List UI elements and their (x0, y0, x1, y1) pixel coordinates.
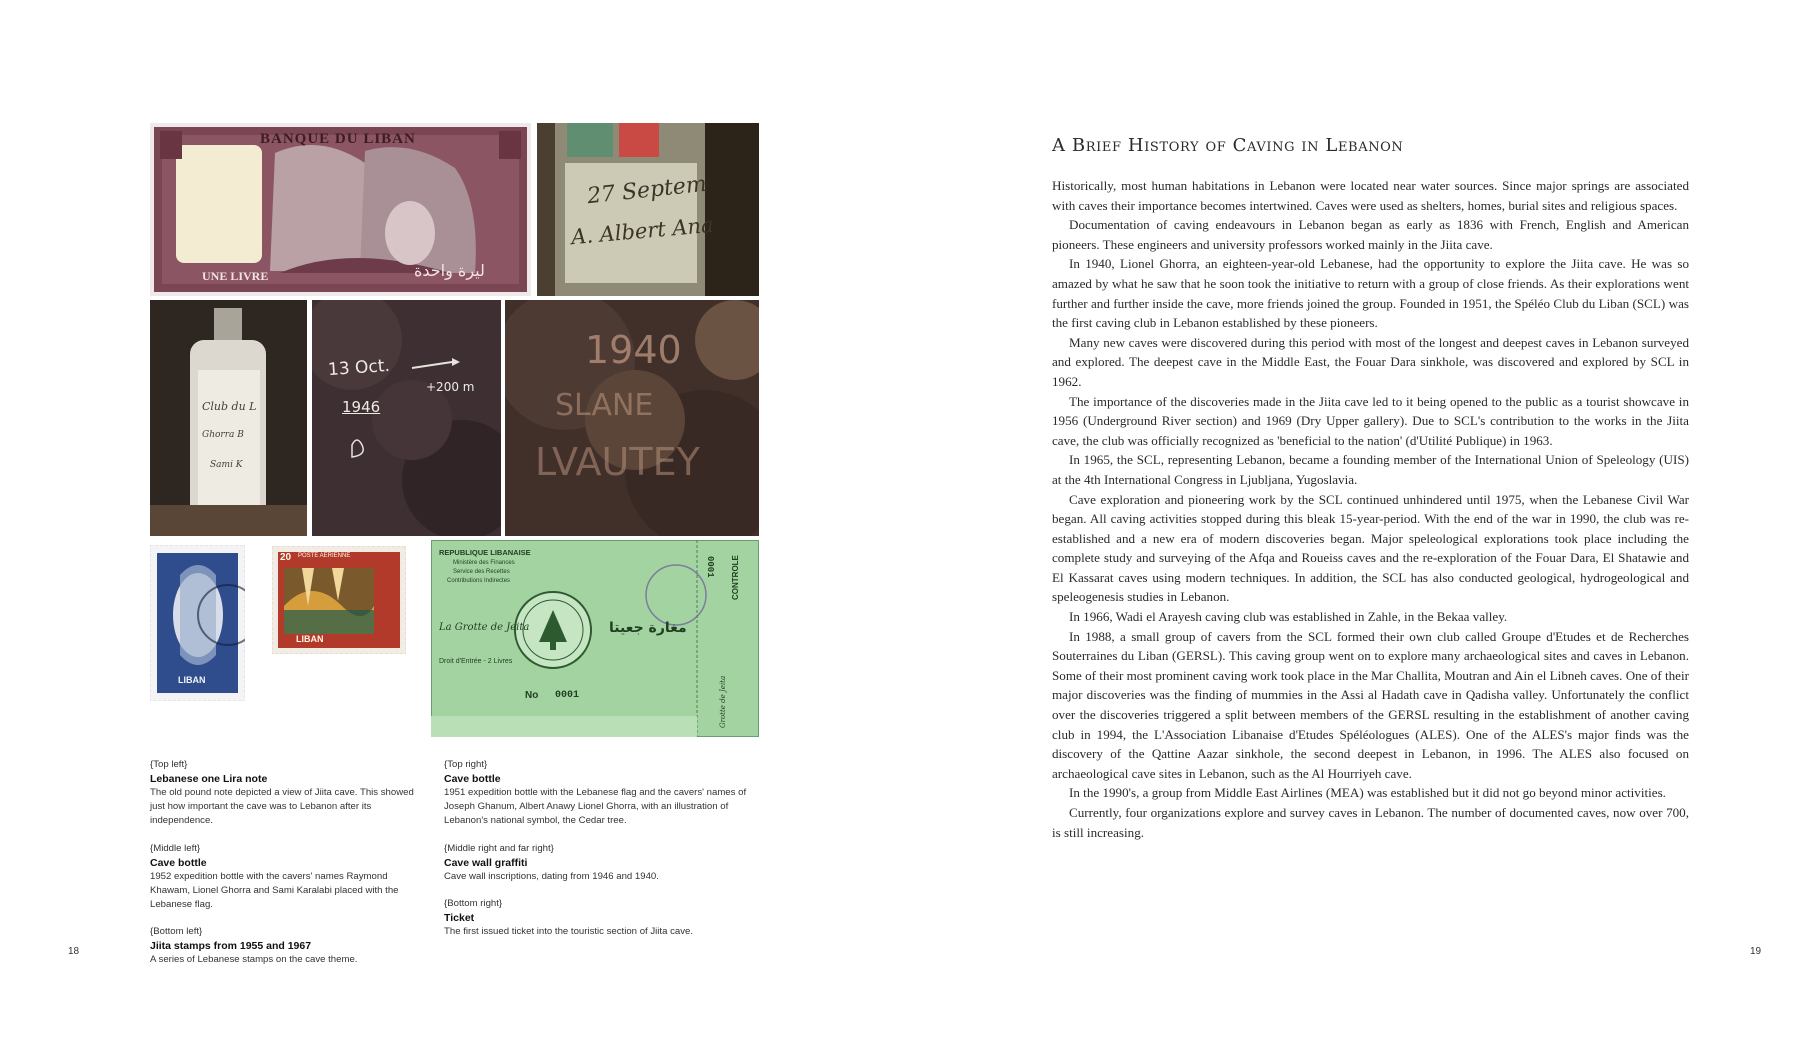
bottle-top-line-2: A. Albert Ana (570, 212, 715, 250)
ticket-number: 0001 (555, 690, 580, 701)
page-number-left: 18 (68, 946, 80, 957)
page-number-right: 19 (1750, 946, 1762, 957)
stamp-photo-icon (272, 546, 406, 654)
bottle-top-photo (537, 123, 759, 296)
graffiti-1-line-2: +200 m (426, 380, 475, 394)
ticket-number-label: No (525, 690, 539, 701)
caption-description: The first issued ticket into the touristic section of Jiita cave. (444, 926, 694, 937)
caption-position: {Middle right and far right} (444, 843, 554, 854)
ticket-stub-grotte: Grotte de Jeita (719, 675, 727, 728)
bottle-mid-line-1: Club du L (202, 400, 257, 413)
caption-description: Cave wall inscriptions, dating from 1946 and 1940. (444, 871, 659, 882)
caption-middle-right (444, 842, 764, 884)
stamp-photo-icon (150, 545, 245, 701)
paragraph: In the 1990's, a group from Middle East Airlines (MEA) was established but it did not go beyond minor activities. (1069, 785, 1666, 801)
bottle-mid-line-2: Ghorra B (202, 430, 244, 440)
paragraph: Cave exploration and pioneering work by the SCL continued unhindered until 1975, when the Lebanese Civil War began. All caving activities stopped during this bleak 15-year-period. With the end of the war in 1990, the club was re-established and a new era of modern discoveries began. Major speleological explorations took place including the complete study and surveying of the Afqa and Roueiss caves and the re-exploration of the Fouar Dara, El Shatawie and El Kassarat caves using modern techniques. In addition, the SCL has also conducted geological, hydrogeological and speleogenesis studies in Lebanon. (1052, 491, 1689, 605)
paragraph: In 1966, Wadi el Arayesh caving club was established in Zahle, in the Bekaa valley. (1069, 609, 1508, 625)
paragraph: Documentation of caving endeavours in Lebanon began as early as 1836 with French, English and American pioneers. These engineers and university professors worked mainly in the Jiita cave. (1052, 217, 1689, 252)
ticket-stub-number: 0001 (705, 556, 715, 578)
paragraph: In 1988, a small group of cavers from the SCL formed their own club called Groupe d'Etudes et de Recherches Souterraines du Liban (GERSL). This caving group went on to explore many archaeological sites and caves in Lebanon. Some of their most prominent caving work took place in the Mar Challita, Moutran and Ain el Libneh caves. One of their major discoveries was the finding of mummies in the Assi al Hadath cave in Qadisha valley. Unfortunately the conflict over the discoveries triggered a split between members of the GERSL resulting in the establishment of another caving club in 1994, the L'Association Libanaise d'Etudes Spéléologues (ALES). One of the ALES's major finds was the discovery of the Qattine Aazar sinkhole, the second deepest in Lebanon, in 1996. The ALES also focused on archaeological cave sites in Lebanon, such as the Al Hourriyeh cave. (1052, 628, 1689, 781)
banknote-value-arabic: ليرة واحدة (414, 261, 485, 280)
caption-title: Cave wall graffiti (444, 857, 528, 869)
paragraph: In 1965, the SCL, representing Lebanon, became a founding member of the International Union of Speleology (UIS) at the 4th International Congress in Ljubljana, Yugoslavia. (1052, 452, 1689, 487)
stamp-1955-photo (150, 545, 245, 701)
paragraph: In 1940, Lionel Ghorra, an eighteen-year-old Lebanese, had the opportunity to explore the Jiita cave. He was so amazed by what he saw that he soon took the initiative to return with a group of close friends. As their explorations went further and further inside the cave, more friends joined the group. Founded in 1951, the Spéléo Club du Liban (SCL) was the first caving club in Lebanon established by these pioneers. (1052, 256, 1689, 331)
ticket-header-4: Contributions Indirectes (447, 578, 511, 584)
caption-title: Cave bottle (444, 773, 501, 785)
graffiti-2-line-2: SLANE (555, 388, 654, 423)
graffiti-2-line-3: LVAUTEY (535, 440, 700, 484)
caption-position: {Bottom right} (444, 898, 503, 909)
stamp-1-label: LIBAN (178, 675, 206, 685)
caption-bottom-left (150, 925, 415, 967)
stamp-2-value: 20 (280, 552, 292, 563)
ticket-header-3: Service des Recettes (453, 569, 510, 575)
jeita-ticket-photo (431, 540, 759, 737)
page-title: A Brief History of Caving in Lebanon (1052, 135, 1404, 156)
bottle-middle-photo (150, 300, 307, 536)
caption-description: 1951 expedition bottle with the Lebanese flag and the cavers' names of Joseph Ghanum, Albert Anawy Lionel Ghorra, with an illustration of Lebanon's national symbol, the Cedar tree. (444, 787, 747, 826)
stamp-1967-photo (272, 546, 406, 654)
bottle-photo-icon (537, 123, 759, 296)
ticket-scan-icon (431, 540, 759, 737)
caption-position: {Middle left} (150, 843, 201, 854)
caption-title: Cave bottle (150, 857, 207, 869)
banknote-header-text: BANQUE DU LIBAN (260, 131, 416, 147)
ticket-arabic-name: مغارة جعيتا (609, 620, 687, 636)
paragraph: Historically, most human habitations in Lebanon were located near water sources. Since major springs are associated with caves their importance becomes intertwined. Caves were used as shelters, homes, burial sites and religious spaces. (1052, 178, 1689, 213)
caption-position: {Top right} (444, 759, 488, 770)
paragraph: Many new caves were discovered during this period with most of the longest and deepest caves in Lebanon surveyed and explored. The deepest cave in the Middle East, the Fouar Dara sinkhole, was discovered and explored by SCL in 1962. (1052, 334, 1689, 389)
ticket-header-1: REPUBLIQUE LIBANAISE (439, 548, 531, 557)
caption-position: {Top left} (150, 759, 188, 770)
caption-title: Jiita stamps from 1955 and 1967 (150, 940, 312, 952)
ticket-header-2: Ministère des Finances (453, 560, 515, 566)
caption-top-left (150, 758, 415, 828)
banknote-illustration-icon (150, 123, 531, 296)
banknote-photo (150, 123, 531, 296)
caption-position: {Bottom left} (150, 926, 203, 937)
caption-middle-left (150, 842, 415, 912)
paragraph: Currently, four organizations explore and survey caves in Lebanon. The number of documented caves, now over 700, is still increasing. (1052, 805, 1689, 840)
ticket-control: CONTROLE (731, 555, 740, 600)
bottle-top-line-1: 27 Septem (586, 171, 708, 210)
stamp-2-label: LIBAN (296, 634, 324, 644)
bottle-mid-line-3: Sami K (210, 460, 243, 470)
caption-description: A series of Lebanese stamps on the cave theme. (150, 954, 358, 965)
caption-top-right (444, 758, 764, 828)
ticket-entry-price: Droit d'Entrée - 2 Livres (439, 658, 513, 665)
caption-title: Lebanese one Lira note (150, 773, 268, 785)
caption-description: The old pound note depicted a view of Jiita cave. This showed just how important the cave was to Lebanon after its independence. (150, 787, 414, 826)
caption-title: Ticket (444, 912, 475, 924)
bottle-photo-icon (150, 300, 307, 536)
banknote-value-latin: UNE LIVRE (202, 269, 269, 283)
article-body (1052, 176, 1689, 842)
graffiti-1-line-3: 1946 (342, 398, 381, 416)
paragraph: The importance of the discoveries made in the Jiita cave led to it being opened to the public as a tourist showcave in 1956 (Underground River section) and 1969 (Dry Upper gallery). Due to SCL's contribution to the works in the Jiita cave, the club was officially recognized as 'beneficial to the nation' (d'Utilité Publique) in 1963. (1052, 393, 1689, 448)
graffiti-1-line-1: 13 Oct. (327, 355, 391, 381)
graffiti-1946-photo (312, 300, 501, 536)
stamp-2-header: POSTE AERIENNE (298, 553, 351, 559)
graffiti-1940-photo (505, 300, 759, 536)
ticket-grotte-name: La Grotte de Jeita (439, 622, 530, 633)
cave-wall-photo-icon (505, 300, 759, 536)
graffiti-2-line-1: 1940 (585, 328, 682, 372)
caption-bottom-right (444, 897, 764, 939)
caption-description: 1952 expedition bottle with the cavers' names Raymond Khawam, Lionel Ghorra and Sami Karalabi placed with the Lebanese flag. (150, 871, 399, 910)
cave-wall-photo-icon (312, 300, 501, 536)
